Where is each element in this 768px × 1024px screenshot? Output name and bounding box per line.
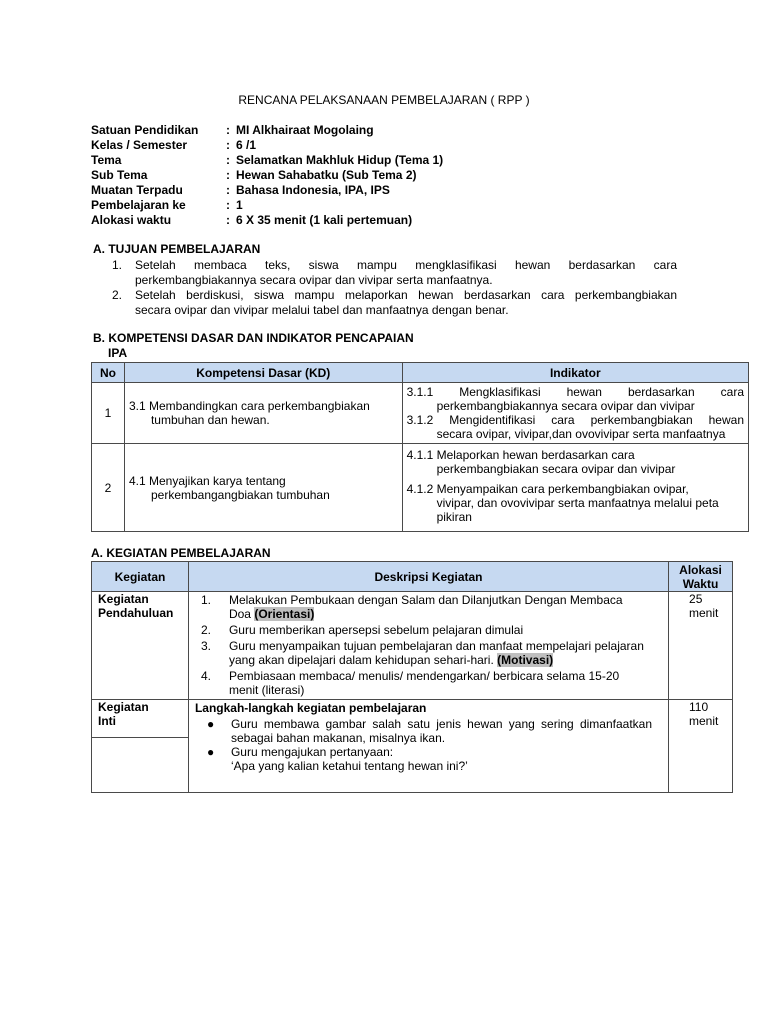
info-label: Sub Tema bbox=[91, 168, 148, 182]
header-alokasi-line: Alokasi bbox=[679, 562, 722, 577]
kd-line: perkembangangbiakan tumbuhan bbox=[150, 487, 330, 502]
indicator-line: vivipar, dan ovovivipar serta manfaatnya melalui peta bbox=[436, 496, 719, 510]
section-heading-tujuan: A. TUJUAN PEMBELAJARAN bbox=[93, 242, 261, 256]
info-label: Pembelajaran ke bbox=[91, 198, 186, 212]
list-item bbox=[193, 669, 664, 697]
indicator-line: perkembangbiakan secara ovipar dan vivipar bbox=[436, 462, 676, 476]
header-deskripsi: Deskripsi Kegiatan bbox=[188, 562, 668, 592]
list-text: Pembiasaan membaca/ menulis/ mendengarkan/ berbicara selama 15-20 bbox=[228, 669, 620, 683]
row-number: 1 bbox=[92, 383, 125, 444]
list-text: Doa bbox=[228, 607, 255, 621]
info-value: Hewan Sahabatku (Sub Tema 2) bbox=[236, 168, 417, 182]
header-no: No bbox=[92, 363, 125, 383]
objective-line: secara ovipar dan vivipar melalui tabel dan manfaatnya dengan benar. bbox=[135, 303, 509, 317]
info-value: Selamatkan Makhluk Hidup (Tema 1) bbox=[236, 153, 444, 167]
kegiatan-label: Inti bbox=[98, 714, 116, 728]
header-kegiatan: Kegiatan bbox=[92, 562, 189, 592]
info-colon: : bbox=[226, 153, 230, 167]
info-colon: : bbox=[226, 198, 230, 212]
table-row bbox=[92, 444, 749, 532]
header-kd: Kompetensi Dasar (KD) bbox=[124, 363, 402, 383]
kegiatan-label-cell bbox=[92, 592, 189, 700]
list-text: sebagai bahan makanan, misalnya ikan. bbox=[230, 731, 446, 745]
bullet-icon: ● bbox=[206, 745, 215, 759]
indicator-line: 3.1.2 Mengidentifikasi cara perkembangbiakan hewan bbox=[406, 413, 744, 427]
list-item bbox=[195, 745, 652, 773]
time-unit: menit bbox=[689, 714, 719, 728]
list-number: 1. bbox=[112, 258, 123, 272]
deskripsi-cell bbox=[188, 592, 668, 700]
info-colon: : bbox=[226, 123, 230, 137]
info-label: Tema bbox=[91, 153, 122, 167]
objective-line: Setelah berdiskusi, siswa mampu melaporkan hewan berdasarkan cara perkembangbiakan bbox=[135, 288, 677, 302]
indicator-cell bbox=[402, 444, 748, 532]
kd-line: 3.1 Membandingkan cara perkembangbiakan bbox=[128, 399, 370, 413]
info-label: Alokasi waktu bbox=[91, 213, 172, 227]
time-value: 25 bbox=[689, 592, 703, 606]
objective-line: perkembangbiakannya secara ovipar dan vivipar serta manfaatnya. bbox=[135, 273, 493, 287]
kegiatan-table bbox=[91, 561, 733, 793]
cell-divider bbox=[92, 737, 188, 739]
section-heading-kegiatan: A. KEGIATAN PEMBELAJARAN bbox=[91, 546, 271, 560]
list-number: 2. bbox=[200, 623, 211, 637]
list-text: Guru memberikan apersepsi sebelum pelajaran dimulai bbox=[228, 623, 524, 637]
kd-line: tumbuhan dan hewan. bbox=[150, 413, 270, 427]
list-text: Melakukan Pembukaan dengan Salam dan Dilanjutkan Dengan Membaca bbox=[228, 593, 623, 607]
objective-line: Setelah membaca teks, siswa mampu mengklasifikasi hewan berdasarkan cara bbox=[135, 258, 677, 272]
list-number: 2. bbox=[112, 288, 123, 302]
indicator-line: 3.1.1 Mengklasifikasi hewan berdasarkan cara bbox=[406, 385, 744, 399]
kegiatan-label-cell bbox=[92, 700, 189, 793]
table-row bbox=[92, 700, 733, 793]
info-value: Bahasa Indonesia, IPA, IPS bbox=[236, 183, 390, 197]
kd-line: 4.1 Menyajikan karya tentang bbox=[128, 473, 286, 488]
highlight-label: (Motivasi) bbox=[497, 653, 554, 667]
time-unit: menit bbox=[689, 606, 719, 620]
bullet-icon: ● bbox=[206, 717, 215, 731]
alokasi-cell bbox=[669, 592, 733, 700]
info-value: 6 /1 bbox=[236, 138, 257, 152]
subject-heading: IPA bbox=[108, 346, 128, 360]
list-number: 3. bbox=[200, 639, 211, 653]
list-number: 1. bbox=[200, 593, 211, 607]
header-alokasi-line: Waktu bbox=[682, 576, 719, 591]
indicator-line: secara ovipar, vivipar,dan ovovivipar serta manfaatnya bbox=[436, 427, 726, 441]
kd-cell bbox=[124, 383, 402, 444]
row-number: 2 bbox=[92, 444, 125, 532]
kegiatan-label: Kegiatan bbox=[98, 592, 149, 606]
list-text: menit (literasi) bbox=[228, 683, 305, 697]
kd-cell bbox=[124, 444, 402, 532]
list-text-continued bbox=[229, 607, 664, 621]
list-text: ‘Apa yang kalian ketahui tentang hewan ini?’ bbox=[230, 759, 468, 773]
info-value: MI Alkhairaat Mogolaing bbox=[236, 123, 374, 137]
kegiatan-label: Pendahuluan bbox=[98, 606, 174, 620]
list-item bbox=[193, 593, 664, 621]
table-row bbox=[92, 383, 749, 444]
info-label: Muatan Terpadu bbox=[91, 183, 183, 197]
time-value: 110 bbox=[689, 700, 709, 714]
list-number: 4. bbox=[200, 669, 211, 683]
info-label: Satuan Pendidikan bbox=[91, 123, 199, 137]
list-item bbox=[193, 639, 664, 667]
list-text: yang akan dipelajari dalam kehidupan sehari-hari. bbox=[228, 653, 498, 667]
alokasi-cell bbox=[669, 700, 733, 793]
highlight-label: (Orientasi) bbox=[254, 607, 315, 621]
indicator-line: 4.1.2 Menyampaikan cara perkembangbiakan ovipar, bbox=[406, 482, 689, 496]
info-colon: : bbox=[226, 213, 230, 227]
indicator-line: perkembangbiakannya secara ovipar dan vivipar bbox=[436, 399, 695, 413]
kegiatan-label: Kegiatan bbox=[98, 700, 149, 714]
indicator-cell bbox=[402, 383, 748, 444]
indicator-line: pikiran bbox=[436, 510, 472, 524]
info-colon: : bbox=[226, 138, 230, 152]
list-text-continued bbox=[229, 653, 664, 667]
deskripsi-cell bbox=[188, 700, 668, 793]
list-item bbox=[195, 717, 652, 745]
list-text: Guru membawa gambar salah satu jenis hewan yang sering dimanfaatkan bbox=[230, 717, 653, 731]
info-label: Kelas / Semester bbox=[91, 138, 188, 152]
list-item bbox=[193, 623, 664, 637]
section-heading-kompetensi: B. KOMPETENSI DASAR DAN INDIKATOR PENCAPAIAN bbox=[93, 331, 414, 345]
list-text: Guru menyampaikan tujuan pembelajaran dan manfaat mempelajari pelajaran bbox=[228, 639, 644, 653]
table-row bbox=[92, 592, 733, 700]
inti-heading: Langkah-langkah kegiatan pembelajaran bbox=[194, 701, 427, 715]
info-value: 1 bbox=[236, 198, 243, 212]
indicator-line: 4.1.1 Melaporkan hewan berdasarkan cara bbox=[406, 448, 635, 462]
table-header-row bbox=[92, 363, 749, 383]
table-header-row bbox=[92, 562, 733, 592]
header-indikator: Indikator bbox=[402, 363, 748, 383]
info-colon: : bbox=[226, 168, 230, 182]
list-text: Guru mengajukan pertanyaan: bbox=[230, 745, 394, 759]
kompetensi-table bbox=[91, 362, 749, 532]
info-value: 6 X 35 menit (1 kali pertemuan) bbox=[236, 213, 413, 227]
header-alokasi bbox=[669, 562, 733, 592]
info-colon: : bbox=[226, 183, 230, 197]
document-title: RENCANA PELAKSANAAN PEMBELAJARAN ( RPP ) bbox=[238, 93, 530, 107]
